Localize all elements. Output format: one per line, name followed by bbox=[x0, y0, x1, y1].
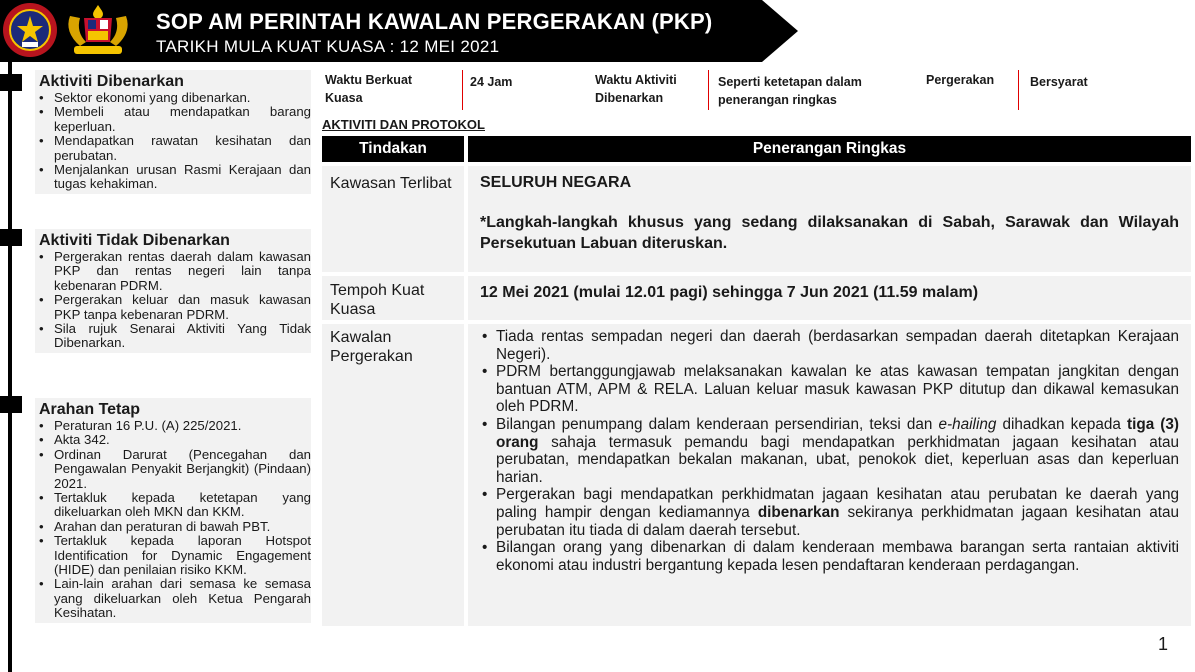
list-item: • Ordinan Darurat (Pencegahan dan Pengawalan Penyakit Berjangkit) (Pindaan) 2021. bbox=[35, 448, 311, 491]
list-item: • Akta 342. bbox=[35, 433, 311, 447]
list-item: • Mendapatkan rawatan kesihatan dan perubatan. bbox=[35, 134, 311, 163]
header-banner bbox=[0, 0, 1195, 62]
period-text: 12 Mei 2021 (mulai 12.01 pagi) sehingga 7 Jun 2021 (11.59 malam) bbox=[480, 284, 979, 301]
timeline-marker bbox=[0, 396, 22, 413]
info-divider bbox=[1018, 70, 1019, 110]
list-item: • Pergerakan bagi mendapatkan perkhidmatan jagaan kesihatan atau perubatan ke daerah yang paling hampir dengan kediamannya dibenarkan sekiranya perkhidmatan jagaan kesihatan atau perubatan itu tiada di dalam daerah tersebut. bbox=[480, 486, 1179, 539]
header-action: Tindakan bbox=[322, 136, 466, 162]
directives-list bbox=[35, 419, 311, 623]
allowed-activities-title: Aktiviti Dibenarkan bbox=[39, 73, 184, 90]
info-divider bbox=[462, 70, 463, 110]
directives-section bbox=[35, 398, 311, 623]
list-item: • Tertakluk kepada ketetapan yang dikeluarkan oleh MKN dan KKM. bbox=[35, 491, 311, 520]
table-header-row bbox=[322, 136, 1191, 162]
list-item: • Tertakluk kepada laporan Hotspot Identification for Dynamic Engagement (HIDE) dan penilaian risiko KKM. bbox=[35, 534, 311, 577]
table-row bbox=[322, 166, 1191, 272]
row-label: Tempoh Kuat Kuasa bbox=[322, 276, 466, 320]
allowed-activities-section bbox=[35, 70, 311, 194]
list-item: • Arahan dan peraturan di bawah PBT. bbox=[35, 520, 311, 534]
coverage-note: *Langkah-langkah khusus yang sedang dilaksanakan di Sabah, Sarawak dan Wilayah Persekutuan Labuan diteruskan. bbox=[480, 214, 1179, 252]
movement-label: Pergerakan bbox=[926, 73, 995, 87]
list-item: • Sila rujuk Senarai Aktiviti Yang Tidak Dibenarkan. bbox=[35, 322, 311, 351]
list-item: • Tiada rentas sempadan negeri dan daerah (berdasarkan sempadan daerah ditetapkan Kerajaan Negeri). bbox=[480, 328, 1179, 363]
activity-time-value: Seperti ketetapan dalam penerangan ringkas bbox=[718, 75, 862, 107]
list-item: • PDRM bertanggungjawab melaksanakan kawalan ke atas kawasan tempatan jangkitan dengan bantuan ATM, APM & RELA. Laluan keluar masuk kawasan PKP ditutup dan dikawal kemasukan oleh PDRM. bbox=[480, 363, 1179, 416]
list-item: • Sektor ekonomi yang dibenarkan. bbox=[35, 91, 311, 105]
page-title: SOP AM PERINTAH KAWALAN PERGERAKAN (PKP) bbox=[156, 9, 713, 34]
allowed-activities-list bbox=[35, 91, 311, 194]
row-label: Kawalan Pergerakan bbox=[322, 324, 466, 626]
timeline-line bbox=[8, 62, 12, 672]
coat-of-arms-icon bbox=[62, 2, 134, 58]
directives-title: Arahan Tetap bbox=[39, 401, 141, 418]
page-subtitle: TARIKH MULA KUAT KUASA : 12 MEI 2021 bbox=[156, 37, 500, 56]
row-label: Kawasan Terlibat bbox=[322, 166, 466, 272]
info-divider bbox=[708, 70, 709, 110]
movement-value: Bersyarat bbox=[1030, 75, 1088, 89]
sidebar bbox=[0, 62, 314, 672]
timeline-marker bbox=[0, 229, 22, 246]
list-item: • Bilangan orang yang dibenarkan di dalam kenderaan membawa barangan serta rantaian aktiviti ekonomi atau industri bergantung kepada lesen pendaftaran kenderaan perdagangan. bbox=[480, 539, 1179, 574]
list-item: • Pergerakan keluar dan masuk kawasan PKP tanpa kebenaran PDRM. bbox=[35, 293, 311, 322]
section-title: AKTIVITI DAN PROTOKOL bbox=[322, 117, 485, 132]
row-content bbox=[466, 166, 1191, 272]
coverage-heading: SELURUH NEGARA bbox=[480, 174, 632, 191]
row-content bbox=[466, 324, 1191, 626]
list-item: • Lain-lain arahan dari semasa ke semasa yang dikeluarkan oleh Ketua Pengarah Kesihatan. bbox=[35, 577, 311, 620]
not-allowed-activities-section bbox=[35, 229, 311, 353]
not-allowed-activities-list bbox=[35, 250, 311, 353]
activity-time-label: Waktu Aktiviti Dibenarkan bbox=[595, 73, 677, 105]
hours-value: 24 Jam bbox=[470, 75, 513, 89]
list-item: • Membeli atau mendapatkan barang keperluan. bbox=[35, 105, 311, 134]
table-row bbox=[322, 324, 1191, 626]
header-description: Penerangan Ringkas bbox=[466, 136, 1191, 162]
row-content bbox=[466, 276, 1191, 320]
list-item: • Pergerakan rentas daerah dalam kawasan PKP dan rentas negeri lain tanpa kebenaran PDRM. bbox=[35, 250, 311, 293]
not-allowed-activities-title: Aktiviti Tidak Dibenarkan bbox=[39, 232, 230, 249]
table-row bbox=[322, 276, 1191, 320]
list-item: • Menjalankan urusan Rasmi Kerajaan dan tugas kehakiman. bbox=[35, 163, 311, 192]
page-number: 1 bbox=[1158, 634, 1169, 654]
protocol-table bbox=[322, 136, 1191, 626]
hours-label: Waktu Berkuat Kuasa bbox=[325, 73, 413, 105]
nsc-logo-icon bbox=[2, 2, 58, 58]
list-item: • Bilangan penumpang dalam kenderaan persendirian, teksi dan e-hailing dihadkan kepada tiga (3) orang sahaja termasuk pemandu bagi mendapatkan perkhidmatan jagaan kesihatan atau perubatan, mendapatkan bekalan makanan, ubat, penokok diet, keperluan asas dan keperluan harian. bbox=[480, 416, 1179, 486]
list-item: • Peraturan 16 P.U. (A) 225/2021. bbox=[35, 419, 311, 433]
timeline-marker bbox=[0, 74, 22, 91]
movement-control-list bbox=[480, 328, 1179, 574]
